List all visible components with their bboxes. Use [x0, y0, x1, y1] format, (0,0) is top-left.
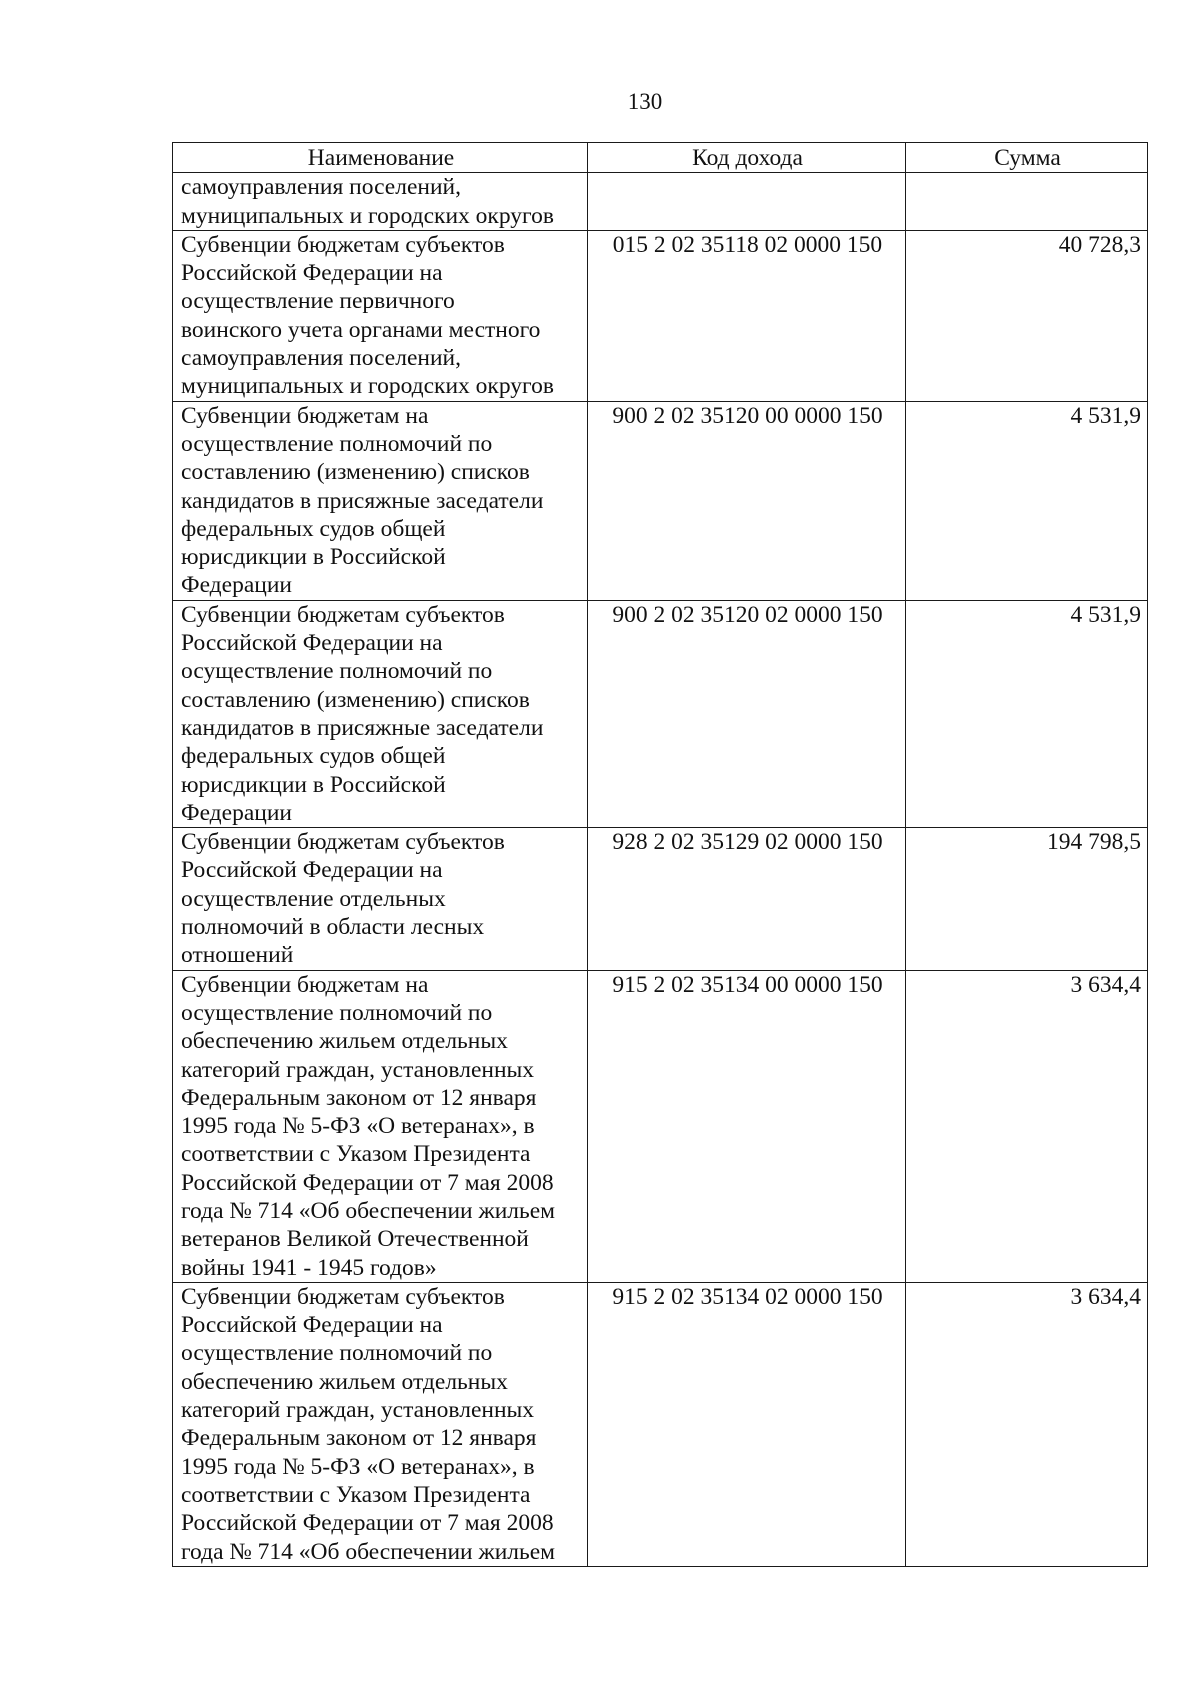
- table-header-row: [173, 143, 1148, 173]
- revenue-table: [172, 142, 1148, 1567]
- cell-sum: 3 634,4: [906, 1282, 1148, 1566]
- name-line: года № 714 «Об обеспечении жильем: [181, 1538, 556, 1565]
- cell-sum: 40 728,3: [906, 230, 1148, 401]
- cell-name: [173, 600, 588, 827]
- name-line: самоуправления поселений,: [181, 345, 461, 372]
- table-row: [173, 401, 1148, 600]
- name-line: Российской Федерации от 7 мая 2008: [181, 1510, 554, 1537]
- page-number: 130: [627, 89, 663, 114]
- name-line: юрисдикции в Российской: [181, 544, 446, 571]
- name-line: Федеральным законом от 12 января: [181, 1425, 537, 1452]
- table-row: [173, 230, 1148, 401]
- name-line: 1995 года № 5-ФЗ «О ветеранах», в: [181, 1453, 535, 1480]
- name-line: Федеральным законом от 12 января: [181, 1084, 537, 1111]
- name-line: воинского учета органами местного: [181, 316, 541, 343]
- name-line: кандидатов в присяжные заседатели: [181, 487, 544, 514]
- name-line: 1995 года № 5-ФЗ «О ветеранах», в: [181, 1113, 535, 1140]
- name-line: Российской Федерации на: [181, 260, 443, 287]
- table-row: [173, 173, 1148, 231]
- name-line: войны 1941 - 1945 годов»: [181, 1254, 437, 1281]
- name-line: Российской Федерации на: [181, 1312, 443, 1339]
- name-line: обеспечению жильем отдельных: [181, 1028, 508, 1055]
- cell-sum: 194 798,5: [906, 828, 1148, 970]
- name-line: Субвенции бюджетам на: [181, 402, 429, 429]
- header-sum: Сумма: [906, 143, 1148, 173]
- cell-code: 015 2 02 35118 02 0000 150: [588, 230, 906, 401]
- cell-name: [173, 1282, 588, 1566]
- name-line: Российской Федерации на: [181, 857, 443, 884]
- name-line: осуществление полномочий по: [181, 999, 493, 1026]
- cell-code: 900 2 02 35120 02 0000 150: [588, 600, 906, 827]
- name-line: составлению (изменению) списков: [181, 459, 530, 486]
- name-line: Субвенции бюджетам субъектов: [181, 1283, 505, 1310]
- name-line: категорий граждан, установленных: [181, 1397, 535, 1424]
- table-header: [173, 143, 1148, 173]
- table-body: [173, 173, 1148, 1567]
- name-line: Субвенции бюджетам на: [181, 971, 429, 998]
- name-line: осуществление первичного: [181, 288, 455, 315]
- name-line: осуществление полномочий по: [181, 658, 493, 685]
- name-line: Российской Федерации от 7 мая 2008: [181, 1169, 554, 1196]
- cell-sum: 3 634,4: [906, 970, 1148, 1282]
- table-row: [173, 970, 1148, 1282]
- name-line: Федерации: [181, 572, 292, 599]
- name-line: соответствии с Указом Президента: [181, 1481, 531, 1508]
- cell-code: 900 2 02 35120 00 0000 150: [588, 401, 906, 600]
- table-row: [173, 600, 1148, 827]
- name-line: отношений: [181, 942, 294, 969]
- name-line: Федерации: [181, 799, 292, 826]
- name-line: Субвенции бюджетам субъектов: [181, 829, 505, 856]
- name-line: самоуправления поселений,: [181, 174, 461, 201]
- table-row: [173, 828, 1148, 970]
- name-line: ветеранов Великой Отечественной: [181, 1226, 529, 1253]
- cell-name: [173, 230, 588, 401]
- name-line: юрисдикции в Российской: [181, 771, 446, 798]
- name-line: осуществление полномочий по: [181, 430, 493, 457]
- name-line: соответствии с Указом Президента: [181, 1141, 531, 1168]
- cell-code: 915 2 02 35134 00 0000 150: [588, 970, 906, 1282]
- name-line: Субвенции бюджетам субъектов: [181, 601, 505, 628]
- cell-sum: [906, 173, 1148, 231]
- name-line: года № 714 «Об обеспечении жильем: [181, 1197, 556, 1224]
- name-line: категорий граждан, установленных: [181, 1056, 535, 1083]
- table-row: [173, 1282, 1148, 1566]
- cell-name: [173, 828, 588, 970]
- cell-name: [173, 173, 588, 231]
- name-line: осуществление полномочий по: [181, 1340, 493, 1367]
- cell-name: [173, 401, 588, 600]
- cell-name: [173, 970, 588, 1282]
- header-name: Наименование: [173, 143, 588, 173]
- name-line: обеспечению жильем отдельных: [181, 1368, 508, 1395]
- name-line: осуществление отдельных: [181, 885, 446, 912]
- name-line: кандидатов в присяжные заседатели: [181, 714, 544, 741]
- name-line: федеральных судов общей: [181, 743, 446, 770]
- header-code: Код дохода: [588, 143, 906, 173]
- name-line: муниципальных и городских округов: [181, 373, 554, 400]
- cell-code: 928 2 02 35129 02 0000 150: [588, 828, 906, 970]
- cell-code: [588, 173, 906, 231]
- name-line: муниципальных и городских округов: [181, 202, 554, 229]
- cell-sum: 4 531,9: [906, 600, 1148, 827]
- name-line: федеральных судов общей: [181, 515, 446, 542]
- cell-code: 915 2 02 35134 02 0000 150: [588, 1282, 906, 1566]
- name-line: Российской Федерации на: [181, 630, 443, 657]
- name-line: полномочий в области лесных: [181, 914, 485, 941]
- cell-sum: 4 531,9: [906, 401, 1148, 600]
- name-line: Субвенции бюджетам субъектов: [181, 231, 505, 258]
- name-line: составлению (изменению) списков: [181, 686, 530, 713]
